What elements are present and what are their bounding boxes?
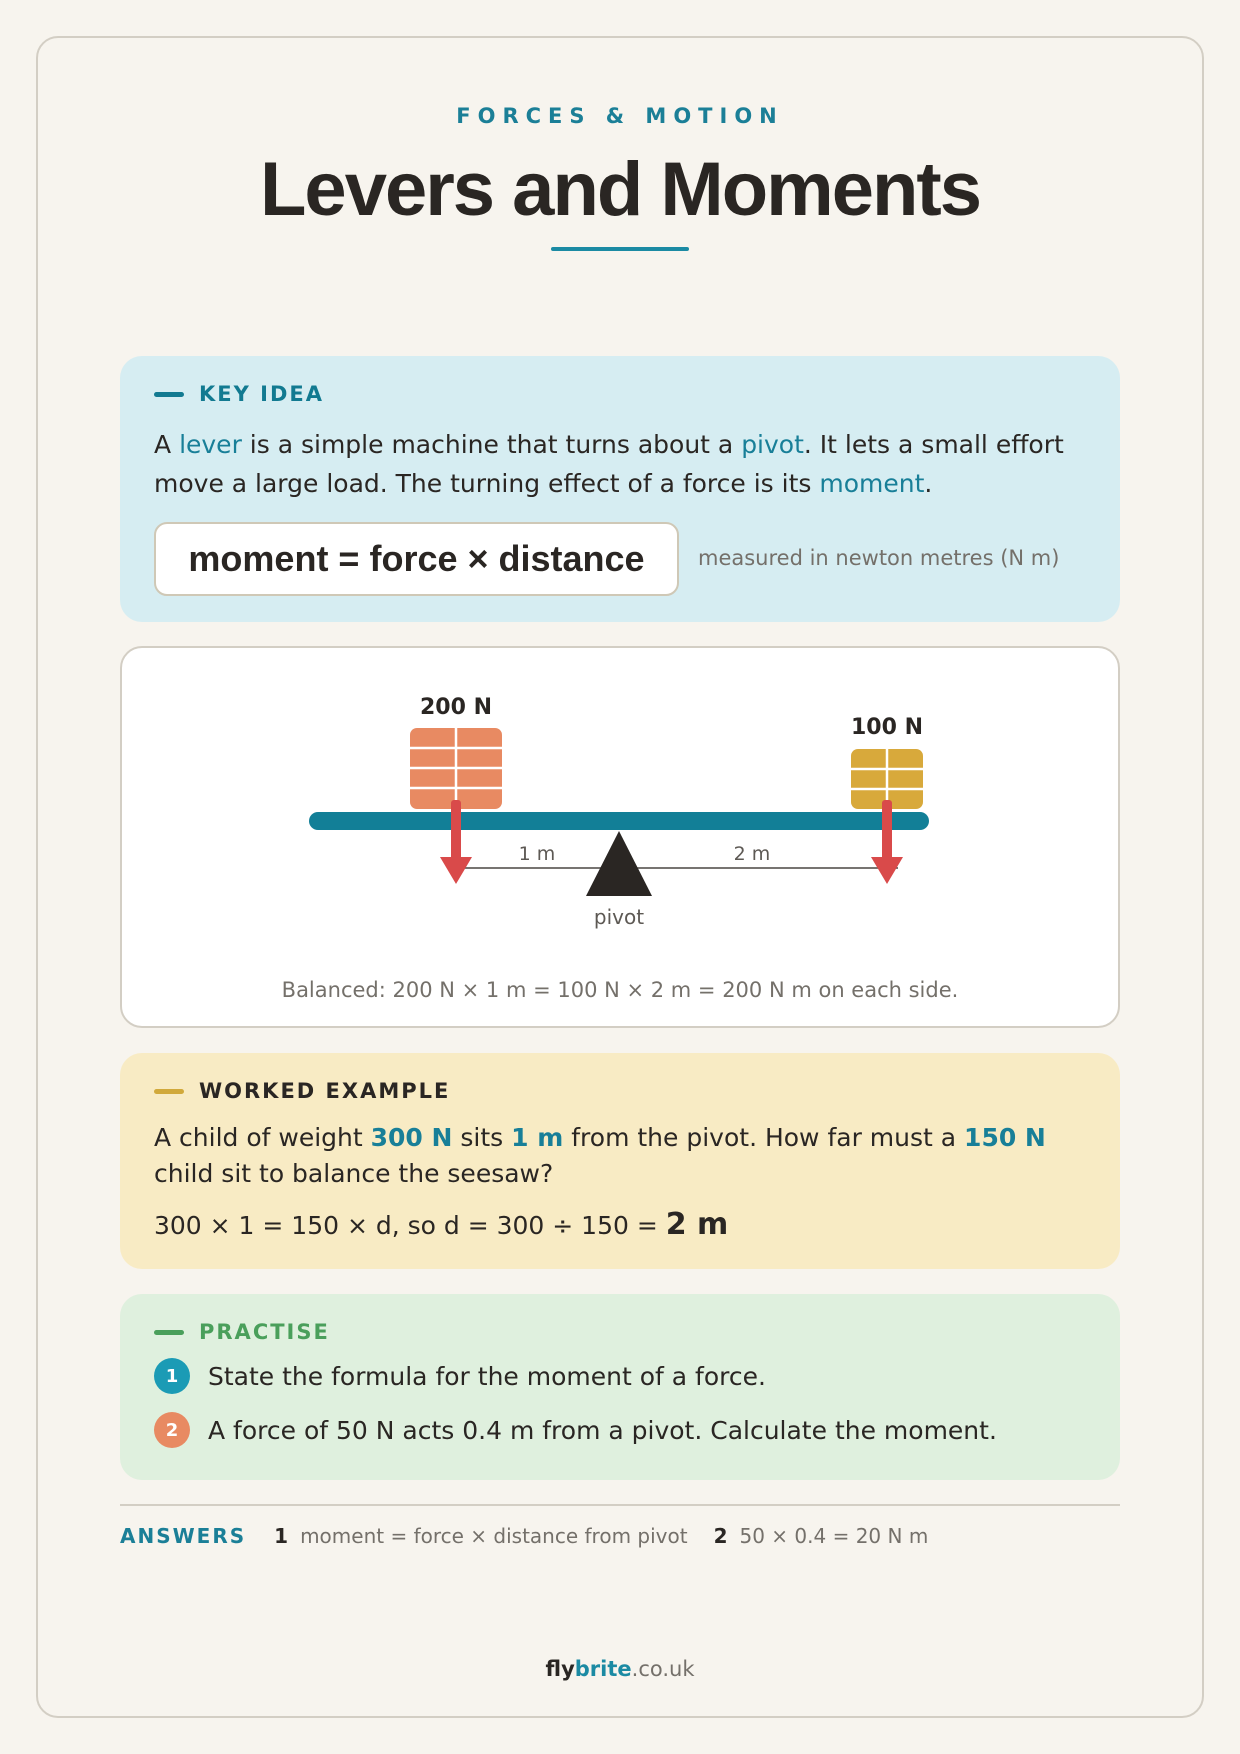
practise-question-2: [154, 1412, 997, 1448]
pivot-triangle: [586, 831, 652, 896]
pivot-label: pivot: [593, 905, 645, 929]
heading-dash-icon: [154, 1089, 184, 1094]
key-idea-text-part: .: [924, 469, 933, 498]
key-idea-panel: [120, 356, 1120, 622]
practise-panel: [120, 1294, 1120, 1480]
answers-divider: [120, 1504, 1120, 1506]
question-text: A force of 50 N acts 0.4 m from a pivot. Calculate the moment.: [208, 1415, 997, 1445]
answer-text: moment = force × distance from pivot: [300, 1524, 688, 1548]
left-distance-label: 1 m: [518, 843, 556, 865]
lever-diagram-panel: [120, 646, 1120, 1028]
key-idea-text-part: . It lets a small effort move a large load. The turning effect of a force is its: [154, 430, 1064, 498]
answer-number: 1: [274, 1524, 289, 1548]
question-text-part: A child of weight: [154, 1123, 371, 1152]
brand-footer: [0, 1657, 1240, 1681]
question-number-badge: 1: [154, 1358, 190, 1394]
left-load-label: 200 N: [420, 695, 492, 720]
topic-kicker: FORCES & MOTION: [456, 104, 784, 128]
value-weight-2: 150 N: [964, 1123, 1046, 1152]
question-text: State the formula for the moment of a force.: [208, 1361, 766, 1391]
key-idea-heading: KEY IDEA: [199, 382, 324, 406]
value-distance-1: 1 m: [511, 1123, 564, 1152]
question-text-part: child sit to balance the seesaw?: [154, 1159, 554, 1188]
diagram-caption: Balanced: 200 N × 1 m = 100 N × 2 m = 200 N m on each side.: [281, 978, 959, 1002]
worked-example-heading: WORKED EXAMPLE: [199, 1079, 451, 1103]
question-text-part: sits: [452, 1123, 512, 1152]
answer-number: 2: [713, 1524, 728, 1548]
title-underline: [551, 247, 689, 251]
worked-example-panel: [120, 1053, 1120, 1269]
heading-dash-icon: [154, 392, 184, 397]
formula-units-note: measured in newton metres (N m): [698, 546, 1060, 570]
key-idea-text-part: is a simple machine that turns about a: [241, 430, 742, 459]
practise-heading: PRACTISE: [199, 1320, 330, 1344]
term-lever: lever: [179, 430, 242, 459]
answers-strip: [120, 1524, 954, 1548]
practise-heading-row: [154, 1320, 330, 1344]
worked-example-answer: 2 m: [665, 1207, 729, 1242]
term-pivot: pivot: [741, 430, 804, 459]
calculation-text: 300 × 1 = 150 × d, so d = 300 ÷ 150 =: [154, 1211, 666, 1240]
brand-part-domain: .co.uk: [631, 1657, 695, 1681]
lever-diagram: [122, 648, 1122, 1030]
right-distance-label: 2 m: [733, 843, 771, 865]
formula-box: moment = force × distance: [154, 522, 679, 596]
term-moment: moment: [819, 469, 925, 498]
right-load-label: 100 N: [851, 715, 923, 740]
page-title: Levers and Moments: [260, 147, 980, 232]
brand-part-brite: brite: [574, 1657, 632, 1681]
answer-text: 50 × 0.4 = 20 N m: [739, 1524, 929, 1548]
worked-example-question: [154, 1120, 1094, 1192]
answers-label: ANSWERS: [120, 1524, 247, 1548]
brand-part-fly: fly: [545, 1657, 575, 1681]
worked-example-heading-row: [154, 1079, 450, 1103]
value-weight-1: 300 N: [370, 1123, 453, 1152]
heading-dash-icon: [154, 1330, 184, 1335]
practise-question-1: [154, 1358, 766, 1394]
worked-example-calculation: [154, 1207, 728, 1244]
question-number-badge: 2: [154, 1412, 190, 1448]
key-idea-heading-row: [154, 382, 324, 406]
key-idea-text: [154, 425, 1084, 503]
question-text-part: from the pivot. How far must a: [563, 1123, 965, 1152]
key-idea-text-part: A: [154, 430, 180, 459]
lever-beam: [309, 812, 929, 830]
left-load-block: [410, 728, 502, 809]
